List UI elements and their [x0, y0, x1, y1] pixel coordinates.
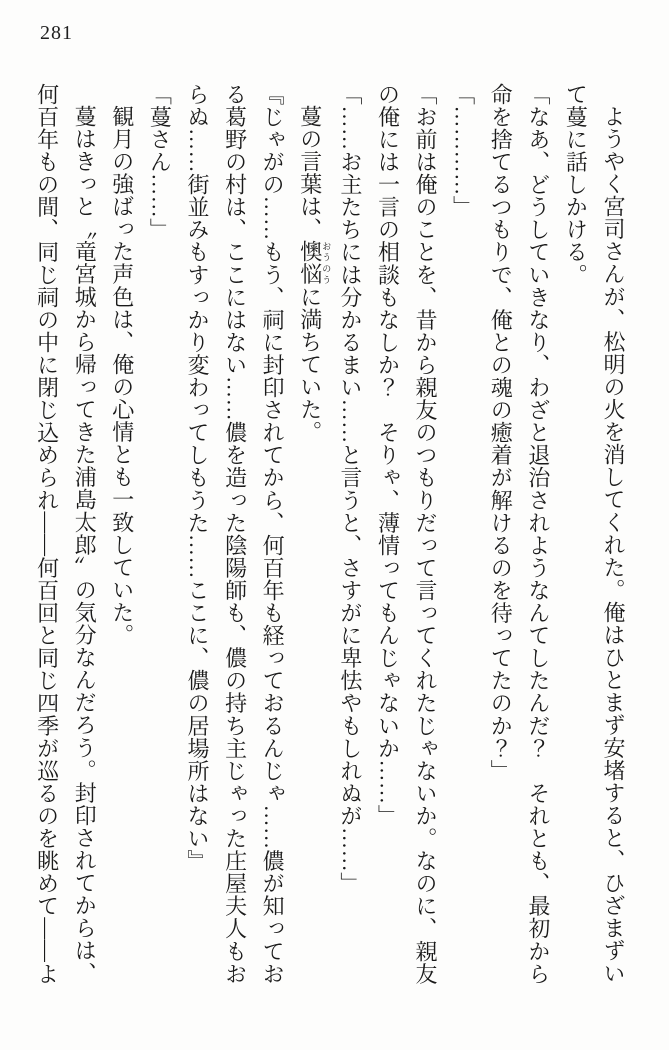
page-number: 281 — [40, 22, 73, 44]
text-line: 観月の強ばった声色は、俺の心情とも一致していた。 — [109, 105, 135, 647]
text-line: ようやく宮司さんが、松明の火を消してくれた。俺はひとまず安堵すると、ひざまずい — [601, 105, 626, 985]
text-line: らぬ……街並みもすっかり変わってしもうた……ここに、儂の居場所はない』 — [184, 83, 210, 873]
text-line: る葛野の村は、ここにはない……儂を造った陰陽師も、儂の持ち主じゃった庄屋夫人もお — [222, 83, 248, 985]
text-line: の俺には一言の相談もなしか？ そりゃ、薄情ってもんじゃないか……」 — [375, 83, 401, 828]
text-line: 『じゃがの……もう、祠に封印されてから、何百年も経っておるんじゃ……儂が知ってお — [260, 83, 286, 985]
text-line: 「なあ、どうしていきなり、わざと退治されようなんてしたんだ？ それとも、最初から — [525, 83, 551, 985]
text-line: 「お前は俺のことを、昔から親友のつもりだって言ってくれたじゃないか。なのに、親友 — [413, 83, 439, 985]
text-line: 「……お主たちには分かるまい……と言うと、さすがに卑怯やもしれぬが……」 — [337, 83, 363, 895]
furigana-ruby: 懊悩おうのう — [297, 240, 332, 286]
text-line: 「…………」 — [450, 83, 476, 219]
text-line: 命を捨てるつもりで、俺との魂の癒着が解けるのを待ってたのか？」 — [488, 83, 514, 783]
text-line: 「蔓さん……」 — [147, 83, 173, 241]
text-line: て蔓に話しかける。 — [563, 83, 589, 286]
text-line: 何百年もの間、同じ祠の中に閉じ込められ――何百回と同じ四季が巡るのを眺めて――よ — [34, 83, 60, 985]
text-line: 蔓はきっと〝竜宮城から帰ってきた浦島太郎〟の気分なんだろう。封印されてからは、 — [72, 105, 98, 985]
text-line: 蔓の言葉は、懊悩おうのうに満ちていた。 — [297, 105, 332, 444]
text-block — [30, 83, 632, 1028]
